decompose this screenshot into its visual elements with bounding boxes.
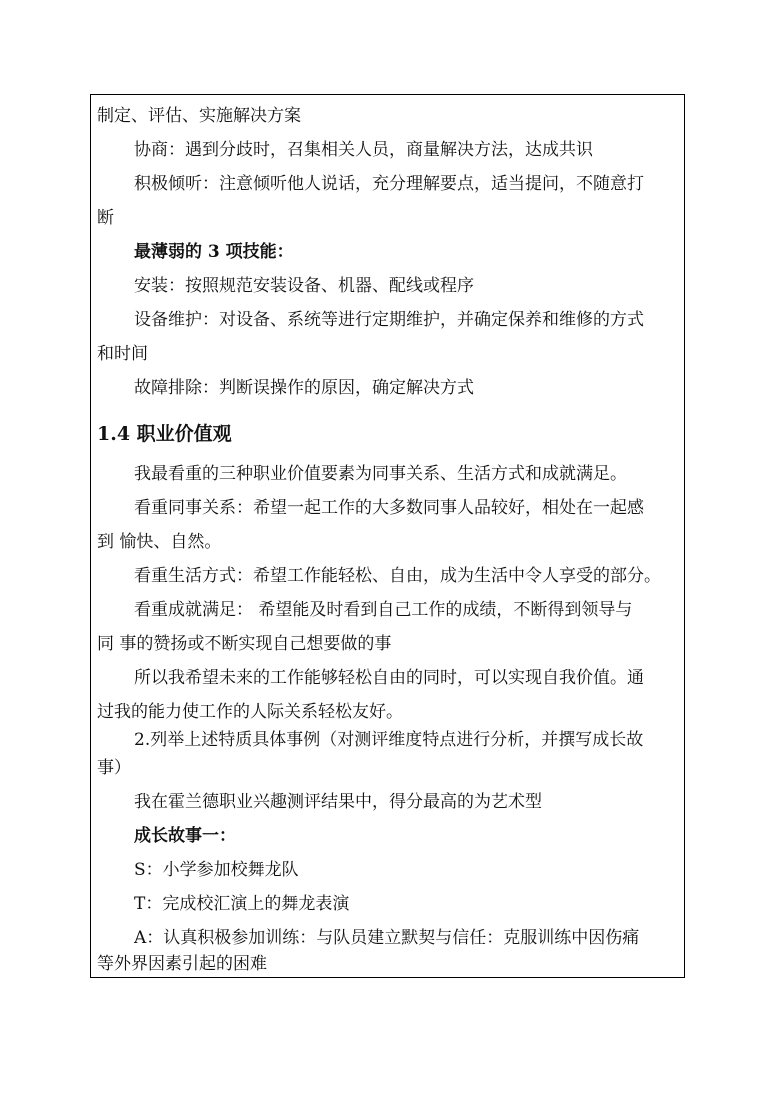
text-line: 安装：按照规范安装设备、机器、配线或程序 bbox=[134, 276, 474, 296]
text-line: 和时间 bbox=[97, 344, 148, 364]
section-heading: 1.4 职业价值观 bbox=[97, 423, 232, 445]
text-line: 积极倾听：注意倾听他人说话，充分理解要点，适当提问，不随意打 bbox=[134, 174, 644, 194]
text-line: A：认真积极参加训练：与队员建立默契与信任：克服训练中因伤痛 bbox=[134, 928, 640, 948]
text-line: 看重同事关系：希望一起工作的大多数同事人品较好，相处在一起感 bbox=[134, 498, 644, 518]
text-line: 事） bbox=[97, 758, 131, 778]
text-line: 设备维护：对设备、系统等进行定期维护，并确定保养和维修的方式 bbox=[134, 310, 644, 330]
text-line: T：完成校汇演上的舞龙表演 bbox=[134, 894, 350, 914]
section-subheading: 最薄弱的 3 项技能： bbox=[134, 242, 294, 262]
text-line: 同 事的赞扬或不断实现自己想要做的事 bbox=[97, 634, 392, 654]
text-line: 故障排除：判断误操作的原因，确定解决方式 bbox=[134, 378, 474, 398]
text-line: 到 愉快、自然。 bbox=[97, 532, 222, 552]
text-line: 我最看重的三种职业价值要素为同事关系、生活方式和成就满足。 bbox=[134, 464, 627, 484]
text-line: 协商：遇到分歧时，召集相关人员，商量解决方法，达成共识 bbox=[134, 140, 593, 160]
text-line: 制定、评估、实施解决方案 bbox=[97, 106, 301, 126]
text-line: 等外界因素引起的困难 bbox=[97, 954, 267, 974]
text-line: S：小学参加校舞龙队 bbox=[134, 860, 299, 880]
text-line: 过我的能力使工作的人际关系轻松友好。 bbox=[97, 702, 403, 722]
text-line: 看重成就满足： 希望能及时看到自己工作的成绩，不断得到领导与 bbox=[134, 600, 633, 620]
text-line: 断 bbox=[97, 208, 114, 228]
story-heading: 成长故事一： bbox=[134, 826, 236, 846]
text-line: 2.列举上述特质具体事例（对测评维度特点进行分析，并撰写成长故 bbox=[134, 730, 644, 750]
text-line: 所以我希望未来的工作能够轻松自由的同时，可以实现自我价值。通 bbox=[134, 668, 644, 688]
text-line: 我在霍兰德职业兴趣测评结果中，得分最高的为艺术型 bbox=[134, 792, 542, 812]
text-line: 看重生活方式：希望工作能轻松、自由，成为生活中令人享受的部分。 bbox=[134, 566, 661, 586]
